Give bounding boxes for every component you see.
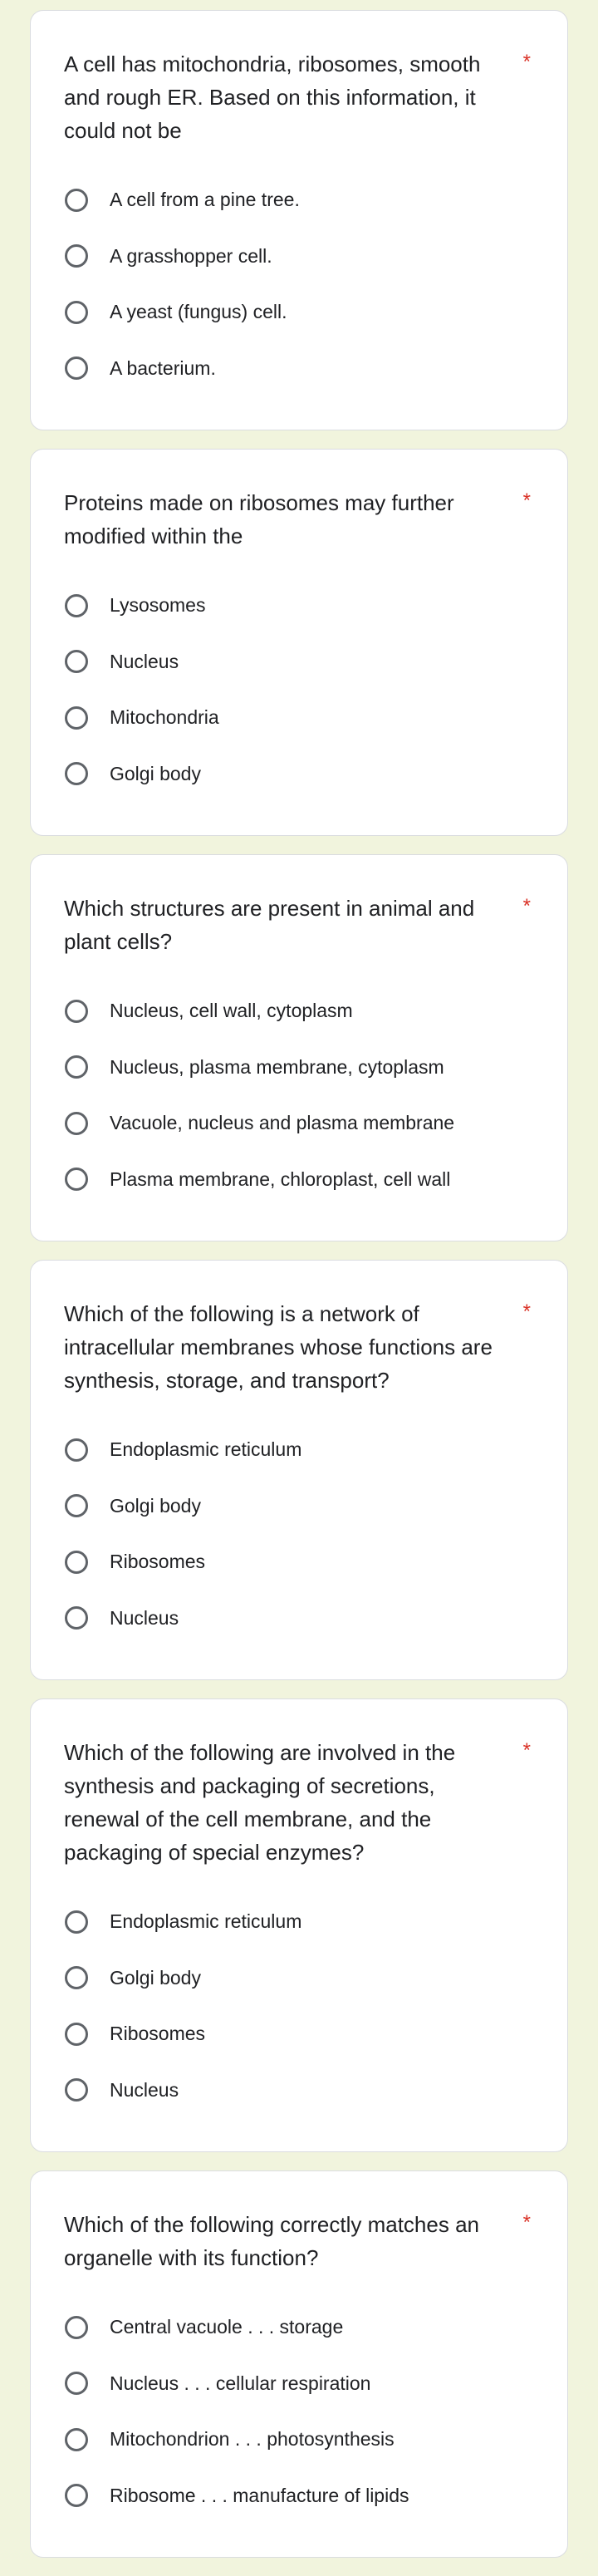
radio-unchecked-icon[interactable]	[65, 1910, 88, 1934]
required-asterisk: *	[522, 895, 531, 917]
radio-unchecked-icon[interactable]	[65, 762, 88, 785]
answer-option[interactable]	[64, 1040, 534, 1096]
radio-unchecked-icon[interactable]	[65, 1055, 88, 1079]
answer-option[interactable]	[64, 1590, 534, 1647]
answer-option[interactable]	[64, 284, 534, 341]
question-card	[30, 854, 568, 1241]
answer-option-label[interactable]: Nucleus, cell wall, cytoplasm	[110, 1000, 353, 1022]
answer-option[interactable]	[64, 2062, 534, 2119]
radio-unchecked-icon[interactable]	[65, 1966, 88, 1989]
answer-option[interactable]	[64, 1534, 534, 1590]
required-asterisk: *	[522, 1300, 531, 1323]
radio-unchecked-icon[interactable]	[65, 2078, 88, 2102]
question-header	[64, 47, 534, 147]
answer-option[interactable]	[64, 2006, 534, 2062]
question-text: A cell has mitochondria, ribosomes, smooth and rough ER. Based on this information, it could not be	[64, 52, 481, 143]
radio-unchecked-icon[interactable]	[65, 1112, 88, 1135]
question-header	[64, 486, 534, 553]
answer-options	[64, 1422, 534, 1646]
answer-option-label[interactable]: A cell from a pine tree.	[110, 189, 300, 211]
answer-option-label[interactable]: Mitochondria	[110, 706, 219, 729]
question-header	[64, 1736, 534, 1869]
answer-option-label[interactable]: Mitochondrion . . . photosynthesis	[110, 2428, 395, 2451]
answer-option-label[interactable]: Plasma membrane, chloroplast, cell wall	[110, 1168, 451, 1190]
answer-option-label[interactable]: A yeast (fungus) cell.	[110, 301, 287, 323]
answer-option[interactable]	[64, 1422, 534, 1478]
question-text: Which of the following is a network of intracellular membranes whose functions are synthesis, storage, and transport?	[64, 1301, 493, 1393]
answer-option[interactable]	[64, 578, 534, 634]
radio-unchecked-icon[interactable]	[65, 706, 88, 730]
radio-unchecked-icon[interactable]	[65, 594, 88, 617]
radio-unchecked-icon[interactable]	[65, 1438, 88, 1462]
answer-option-label[interactable]: Ribosomes	[110, 1551, 206, 1573]
question-text: Which structures are present in animal and plant cells?	[64, 896, 475, 954]
radio-unchecked-icon[interactable]	[65, 356, 88, 380]
answer-option[interactable]	[64, 1894, 534, 1950]
question-card	[30, 10, 568, 430]
required-asterisk: *	[522, 489, 531, 512]
answer-option[interactable]	[64, 341, 534, 397]
answer-option[interactable]	[64, 746, 534, 803]
answer-option[interactable]	[64, 229, 534, 285]
radio-unchecked-icon[interactable]	[65, 2316, 88, 2339]
answer-option[interactable]	[64, 2299, 534, 2356]
required-asterisk: *	[522, 1739, 531, 1762]
answer-options	[64, 1894, 534, 2118]
radio-unchecked-icon[interactable]	[65, 2372, 88, 2395]
answer-option-label[interactable]: Nucleus . . . cellular respiration	[110, 2372, 371, 2394]
answer-option-label[interactable]: Ribosome . . . manufacture of lipids	[110, 2484, 409, 2506]
answer-option-label[interactable]: A grasshopper cell.	[110, 244, 272, 267]
answer-option[interactable]	[64, 690, 534, 746]
answer-option-label[interactable]: Nucleus, plasma membrane, cytoplasm	[110, 1055, 444, 1078]
radio-unchecked-icon[interactable]	[65, 1000, 88, 1023]
answer-option[interactable]	[64, 983, 534, 1040]
answer-option[interactable]	[64, 2468, 534, 2524]
radio-unchecked-icon[interactable]	[65, 650, 88, 673]
question-header	[64, 1297, 534, 1397]
question-text: Proteins made on ribosomes may further modified within the	[64, 490, 454, 548]
radio-unchecked-icon[interactable]	[65, 1551, 88, 1574]
question-header	[64, 892, 534, 958]
answer-option-label[interactable]: Lysosomes	[110, 594, 206, 617]
answer-option-label[interactable]: Golgi body	[110, 1966, 201, 1989]
answer-option[interactable]	[64, 634, 534, 691]
answer-option-label[interactable]: A bacterium.	[110, 356, 216, 379]
answer-option[interactable]	[64, 1950, 534, 2007]
answer-option-label[interactable]: Endoplasmic reticulum	[110, 1438, 302, 1461]
radio-unchecked-icon[interactable]	[65, 189, 88, 212]
answer-option[interactable]	[64, 172, 534, 229]
question-card	[30, 449, 568, 836]
answer-option[interactable]	[64, 2411, 534, 2468]
question-card	[30, 1260, 568, 1680]
form-question-list	[30, 10, 568, 2576]
question-header	[64, 2208, 534, 2274]
required-asterisk: *	[522, 2211, 531, 2234]
answer-option-label[interactable]: Nucleus	[110, 2078, 179, 2101]
required-asterisk: *	[522, 51, 531, 73]
radio-unchecked-icon[interactable]	[65, 2023, 88, 2046]
answer-option-label[interactable]: Central vacuole . . . storage	[110, 2316, 344, 2338]
answer-options	[64, 172, 534, 396]
radio-unchecked-icon[interactable]	[65, 301, 88, 324]
radio-unchecked-icon[interactable]	[65, 2428, 88, 2451]
answer-option[interactable]	[64, 1152, 534, 1208]
question-text: Which of the following correctly matches an organelle with its function?	[64, 2212, 479, 2270]
radio-unchecked-icon[interactable]	[65, 1494, 88, 1517]
radio-unchecked-icon[interactable]	[65, 1168, 88, 1191]
answer-option-label[interactable]: Ribosomes	[110, 2023, 206, 2045]
answer-option-label[interactable]: Vacuole, nucleus and plasma membrane	[110, 1112, 455, 1134]
answer-option[interactable]	[64, 1478, 534, 1535]
answer-option-label[interactable]: Golgi body	[110, 1494, 201, 1517]
answer-option[interactable]	[64, 1095, 534, 1152]
answer-option-label[interactable]: Nucleus	[110, 1606, 179, 1629]
radio-unchecked-icon[interactable]	[65, 2484, 88, 2507]
question-card	[30, 1698, 568, 2152]
answer-options	[64, 983, 534, 1207]
answer-option-label[interactable]: Nucleus	[110, 650, 179, 672]
answer-option[interactable]	[64, 2356, 534, 2412]
answer-option-label[interactable]: Endoplasmic reticulum	[110, 1910, 302, 1933]
radio-unchecked-icon[interactable]	[65, 244, 88, 268]
question-text: Which of the following are involved in the synthesis and packaging of secretions, renewal of the cell membrane, and the packaging of special enzymes?	[64, 1740, 456, 1865]
radio-unchecked-icon[interactable]	[65, 1606, 88, 1630]
answer-option-label[interactable]: Golgi body	[110, 762, 201, 784]
answer-options	[64, 2299, 534, 2524]
question-card	[30, 2170, 568, 2558]
answer-options	[64, 578, 534, 802]
